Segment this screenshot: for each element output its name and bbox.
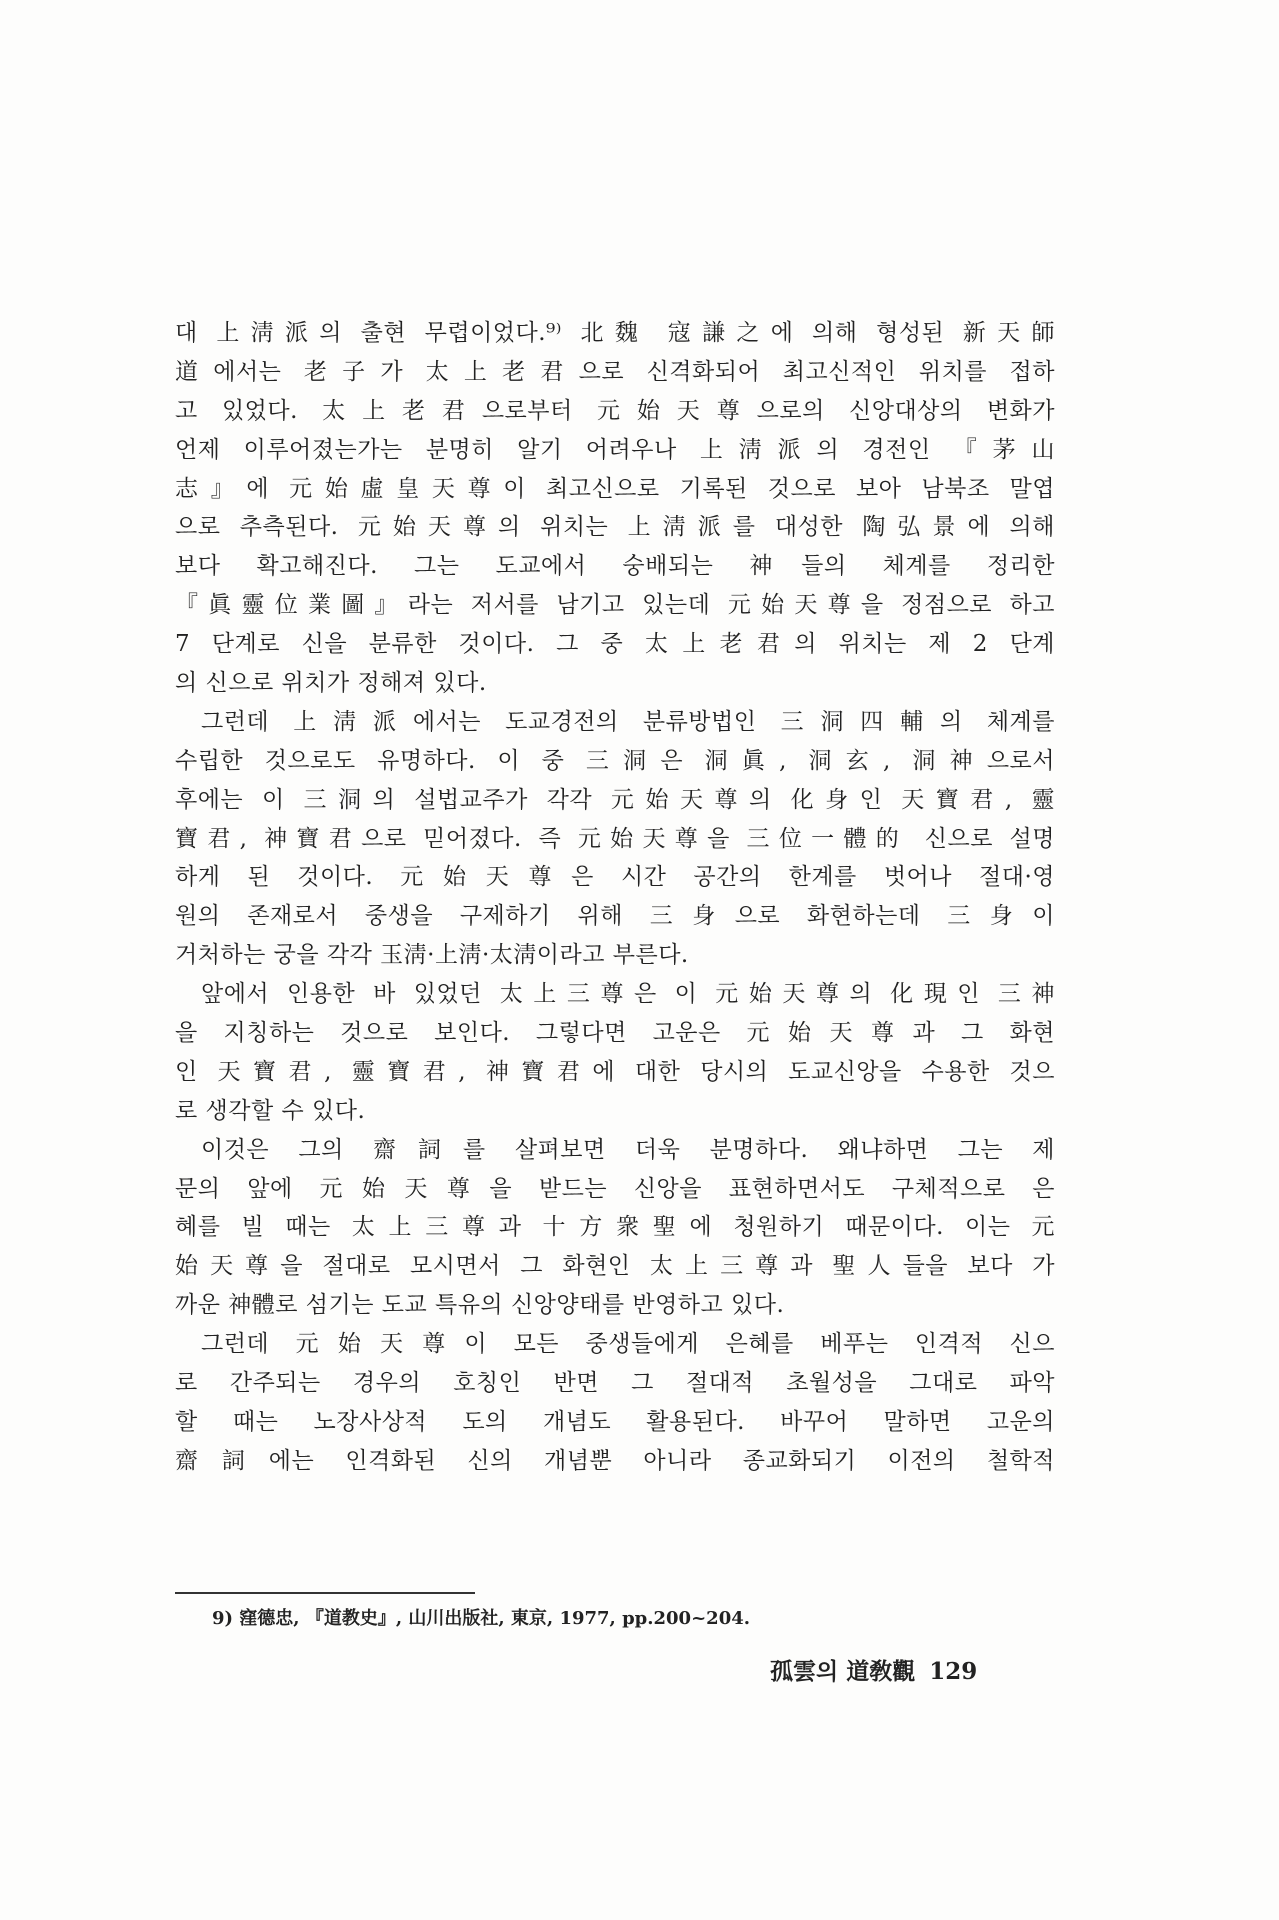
text-line: 할 때는 노장사상적 도의 개념도 활용된다. 바꾸어 말하면 고운의 xyxy=(175,1408,1055,1435)
text-line: 거처하는 궁을 각각 玉淸·上淸·太淸이라고 부른다. xyxy=(175,942,689,969)
page-number: 129 xyxy=(929,1658,978,1685)
text-line: 하게 된 것이다. 元始天尊은 시간 공간의 한계를 벗어나 절대·영 xyxy=(175,864,1055,891)
text-line: 혜를 빌 때는 太上三尊과 十方衆聖에 청원하기 때문이다. 이는 元 xyxy=(175,1214,1055,1241)
text-line: 道에서는 老子가 太上老君으로 신격화되어 최고신적인 위치를 접하 xyxy=(175,358,1055,385)
text-line: 문의 앞에 元始天尊을 받드는 신앙을 표현하면서도 구체적으로 은 xyxy=(175,1175,1055,1202)
text-line: 수립한 것으로도 유명하다. 이 중 三洞은 洞眞, 洞玄, 洞神으로서 xyxy=(175,747,1055,774)
text-line: 로 생각할 수 있다. xyxy=(175,1097,366,1124)
running-footer xyxy=(770,1653,977,1686)
text-line: 원의 존재로서 중생을 구제하기 위해 三身으로 화현하는데 三身이 xyxy=(175,903,1055,930)
footer-title: 孤雲의 道敎觀 xyxy=(770,1658,916,1685)
footnote: 9) 窪德忠, 『道教史』, 山川出版社, 東京, 1977, pp.200~204. xyxy=(212,1608,751,1629)
text-line: 그런데 元始天尊이 모든 중생들에게 은혜를 베푸는 인격적 신으 xyxy=(201,1331,1055,1358)
text-line: 志』에 元始虛皇天尊이 최고신으로 기록된 것으로 보아 남북조 말엽 xyxy=(175,475,1055,502)
text-line: 의 신으로 위치가 정해져 있다. xyxy=(175,670,487,697)
text-line: 寶君, 神寶君으로 믿어졌다. 즉 元始天尊을 三位一體的 신으로 설명 xyxy=(175,825,1055,852)
text-line: 齋詞에는 인격화된 신의 개념뿐 아니라 종교화되기 이전의 철학적 xyxy=(175,1447,1055,1474)
text-line: 인 天寶君, 靈寶君, 神寶君에 대한 당시의 도교신앙을 수용한 것으 xyxy=(175,1058,1055,1085)
text-line: 대 上淸派의 출현 무렵이었다.⁹⁾ 北魏 寇謙之에 의해 형성된 新天師 xyxy=(175,320,1055,346)
text-line: 후에는 이 三洞의 설법교주가 각각 元始天尊의 化身인 天寶君, 靈 xyxy=(175,786,1055,813)
text-line: 언제 이루어졌는가는 분명히 알기 어려우나 上淸派의 경전인 『茅山 xyxy=(175,436,1055,463)
text-line: 『眞靈位業圖』라는 저서를 남기고 있는데 元始天尊을 정점으로 하고 xyxy=(175,592,1055,619)
text-line: 까운 神體로 섬기는 도교 특유의 신앙양태를 반영하고 있다. xyxy=(175,1292,785,1319)
text-line: 始天尊을 절대로 모시면서 그 화현인 太上三尊과 聖人들을 보다 가 xyxy=(175,1253,1055,1280)
text-line: 보다 확고해진다. 그는 도교에서 숭배되는 神들의 체계를 정리한 xyxy=(175,553,1055,580)
text-line: 로 간주되는 경우의 호칭인 반면 그 절대적 초월성을 그대로 파악 xyxy=(175,1370,1055,1397)
text-line: 앞에서 인용한 바 있었던 太上三尊은 이 元始天尊의 化現인 三神 xyxy=(201,981,1055,1008)
text-line: 7 단계로 신을 분류한 것이다. 그 중 太上老君의 위치는 제 2 단계 xyxy=(175,631,1055,658)
text-line: 이것은 그의 齋詞를 살펴보면 더욱 분명하다. 왜냐하면 그는 제 xyxy=(201,1136,1055,1163)
text-line: 을 지칭하는 것으로 보인다. 그렇다면 고운은 元始天尊과 그 화현 xyxy=(175,1020,1055,1047)
body-text xyxy=(175,314,1055,1481)
text-line: 으로 추측된다. 元始天尊의 위치는 上淸派를 대성한 陶弘景에 의해 xyxy=(175,514,1055,541)
footnote-divider xyxy=(175,1592,475,1594)
text-line: 고 있었다. 太上老君으로부터 元始天尊으로의 신앙대상의 변화가 xyxy=(175,397,1055,424)
text-line: 그런데 上淸派에서는 도교경전의 분류방법인 三洞四輔의 체계를 xyxy=(201,708,1055,735)
